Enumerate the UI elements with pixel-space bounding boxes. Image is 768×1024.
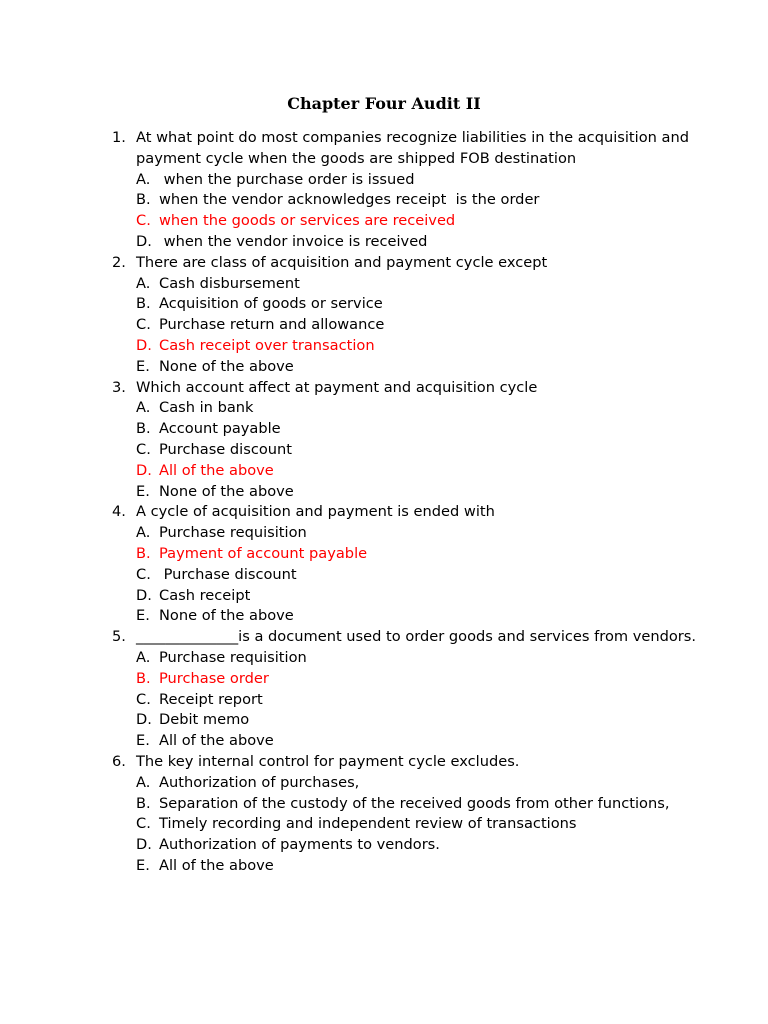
option-text: Purchase return and allowance <box>159 316 385 334</box>
option-text: Cash disbursement <box>159 274 300 292</box>
answer-option-4-b <box>136 544 702 565</box>
answer-option-4-e <box>136 606 702 627</box>
answer-option-1-a <box>136 170 702 191</box>
answer-option-6-b <box>136 794 702 815</box>
answer-option-2-a <box>136 274 702 295</box>
option-text: Purchase order <box>159 669 269 687</box>
answer-option-4-d <box>136 586 702 607</box>
option-label: E. <box>136 482 150 500</box>
question-item-3 <box>112 378 702 503</box>
answer-option-6-d <box>136 835 702 856</box>
answer-option-6-c <box>136 814 702 835</box>
option-label: A. <box>136 274 151 292</box>
option-label: D. <box>136 711 152 729</box>
answer-option-5-b <box>136 669 702 690</box>
option-list <box>136 398 702 502</box>
answer-option-3-b <box>136 419 702 440</box>
question-list <box>112 128 702 877</box>
option-text: All of the above <box>159 461 274 479</box>
option-label: A. <box>136 773 151 791</box>
question-text: ______________is a document used to order goods and services from vendors. <box>136 628 697 646</box>
question-item-5 <box>112 627 702 752</box>
option-text: None of the above <box>159 482 294 500</box>
option-label: C. <box>136 690 151 708</box>
option-label: D. <box>136 586 152 604</box>
answer-option-3-c <box>136 440 702 461</box>
option-label: D. <box>136 336 152 354</box>
option-label: E. <box>136 732 150 750</box>
answer-option-5-a <box>136 648 702 669</box>
option-label: B. <box>136 669 151 687</box>
question-text: There are class of acquisition and payment cycle except <box>136 253 548 271</box>
answer-option-2-b <box>136 294 702 315</box>
option-text: Cash receipt over transaction <box>159 336 375 354</box>
option-text: None of the above <box>159 607 294 625</box>
answer-option-3-e <box>136 482 702 503</box>
answer-option-1-b <box>136 190 702 211</box>
option-label: E. <box>136 607 150 625</box>
option-label: D. <box>136 461 152 479</box>
option-text: when the purchase order is issued <box>159 170 415 188</box>
answer-option-5-d <box>136 710 702 731</box>
option-list <box>136 648 702 752</box>
option-text: Separation of the custody of the received goods from other functions, <box>159 794 670 812</box>
question-item-4 <box>112 502 702 627</box>
question-number: 6. <box>112 752 126 770</box>
option-label: C. <box>136 316 151 334</box>
answer-option-3-a <box>136 398 702 419</box>
question-number: 2. <box>112 253 126 271</box>
answer-option-1-c <box>136 211 702 232</box>
question-number: 5. <box>112 628 126 646</box>
option-text: All of the above <box>159 732 274 750</box>
answer-option-4-c <box>136 565 702 586</box>
option-label: E. <box>136 357 150 375</box>
option-label: B. <box>136 191 151 209</box>
option-text: Purchase requisition <box>159 524 307 542</box>
option-text: when the vendor invoice is received <box>159 232 428 250</box>
option-text: Timely recording and independent review of transactions <box>159 815 577 833</box>
question-text: Which account affect at payment and acquisition cycle <box>136 378 538 396</box>
option-label: C. <box>136 815 151 833</box>
option-label: C. <box>136 212 151 230</box>
option-text: Purchase requisition <box>159 648 307 666</box>
answer-option-3-d <box>136 461 702 482</box>
option-text: Account payable <box>159 420 281 438</box>
option-label: B. <box>136 295 151 313</box>
option-text: All of the above <box>159 856 274 874</box>
question-text: At what point do most companies recognize liabilities in the acquisition and payment cycle when the goods are shipped FOB destination <box>136 129 689 167</box>
answer-option-4-a <box>136 523 702 544</box>
answer-option-6-e <box>136 856 702 877</box>
option-text: Payment of account payable <box>159 544 368 562</box>
option-label: B. <box>136 544 151 562</box>
option-label: D. <box>136 836 152 854</box>
question-number: 4. <box>112 503 126 521</box>
question-number: 1. <box>112 129 126 146</box>
option-label: A. <box>136 399 151 417</box>
option-text: Acquisition of goods or service <box>159 295 383 313</box>
option-label: B. <box>136 794 151 812</box>
option-text: Cash in bank <box>159 399 254 417</box>
option-text: Receipt report <box>159 690 263 708</box>
question-item-1 <box>112 128 702 253</box>
option-label: D. <box>136 232 152 250</box>
option-label: A. <box>136 524 151 542</box>
option-text: Cash receipt <box>159 586 251 604</box>
option-list <box>136 170 702 253</box>
option-list <box>136 523 702 627</box>
page-title: Chapter Four Audit II <box>287 94 481 113</box>
option-text: Purchase discount <box>159 440 293 458</box>
option-label: C. <box>136 565 151 583</box>
question-item-6 <box>112 752 702 877</box>
answer-option-2-e <box>136 357 702 378</box>
option-text: when the vendor acknowledges receipt is the order <box>159 191 540 209</box>
question-text: A cycle of acquisition and payment is ended with <box>136 503 495 521</box>
option-label: A. <box>136 170 151 188</box>
question-item-2 <box>112 253 702 378</box>
answer-option-5-c <box>136 690 702 711</box>
option-text: None of the above <box>159 357 294 375</box>
option-text: when the goods or services are received <box>159 212 456 230</box>
answer-option-6-a <box>136 773 702 794</box>
option-list <box>136 274 702 378</box>
answer-option-2-c <box>136 315 702 336</box>
question-text: The key internal control for payment cycle excludes. <box>136 752 520 770</box>
option-label: C. <box>136 440 151 458</box>
answer-option-1-d <box>136 232 702 253</box>
answer-option-2-d <box>136 336 702 357</box>
answer-option-5-e <box>136 731 702 752</box>
option-label: A. <box>136 648 151 666</box>
option-text: Purchase discount <box>159 565 297 583</box>
option-list <box>136 773 702 877</box>
option-text: Authorization of payments to vendors. <box>159 836 440 854</box>
question-number: 3. <box>112 378 126 396</box>
option-text: Authorization of purchases, <box>159 773 360 791</box>
option-label: E. <box>136 856 150 874</box>
option-text: Debit memo <box>159 711 250 729</box>
option-label: B. <box>136 420 151 438</box>
